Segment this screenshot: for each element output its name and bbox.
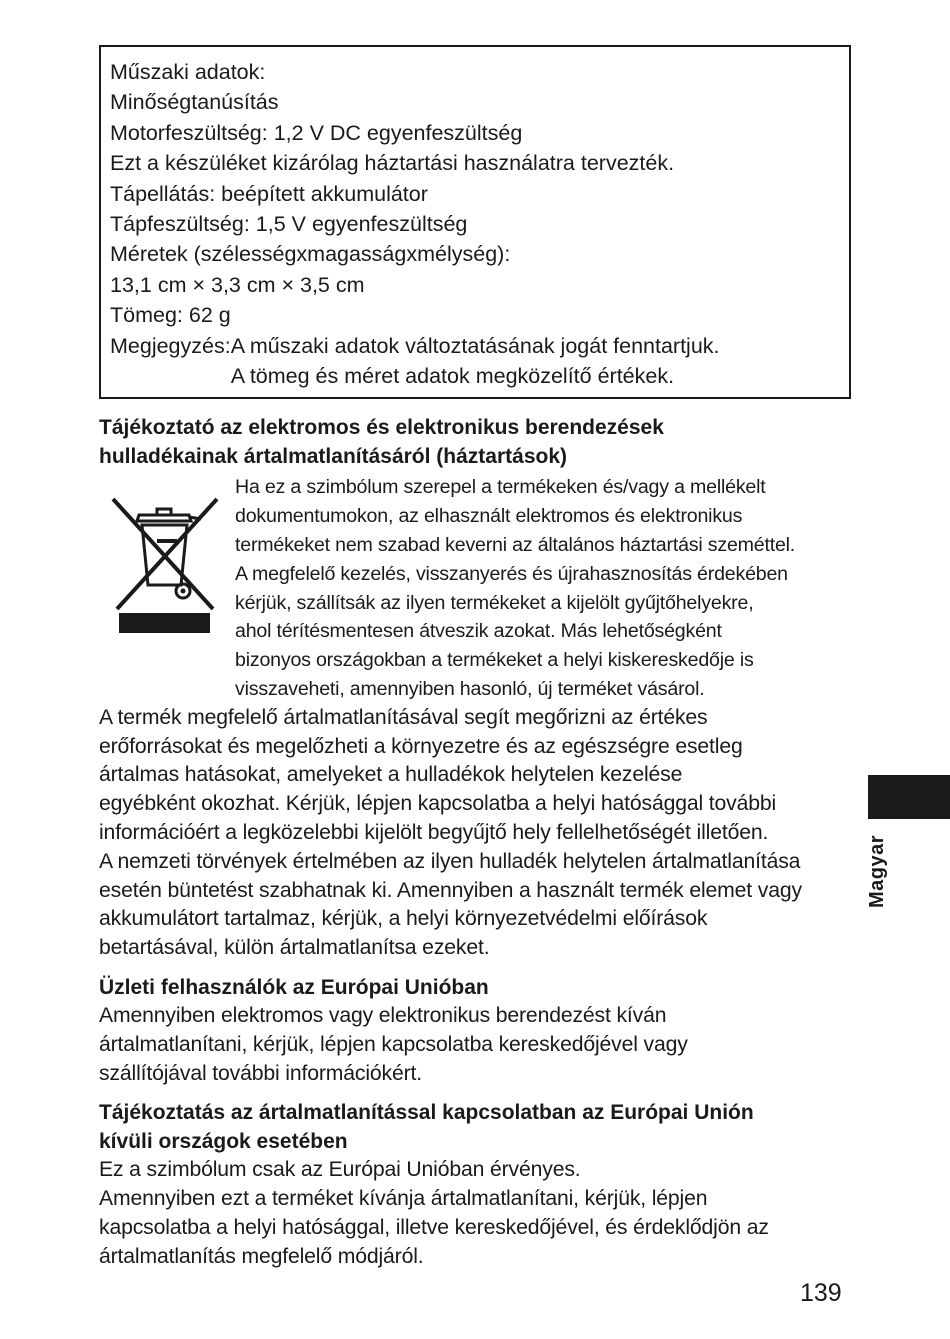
note-label: Megjegyzés: (110, 333, 231, 358)
spec-line: Ezt a készüléket kizárólag háztartási használatra tervezték. (110, 151, 675, 176)
text-line: Ez a szimbólum csak az Európai Unióban érvényes. (99, 1158, 581, 1182)
weee-block (99, 473, 851, 703)
note-line: A tömeg és méret adatok megközelítő értékek. (230, 364, 675, 389)
text-line: betartásával, külön ártalmatlanítsa ezeket. (99, 936, 490, 960)
section-body-weee (99, 704, 851, 963)
spec-line: Tápellátás: beépített akkumulátor (110, 181, 428, 206)
text-line: ártalmatlanítás megfelelő módjáról. (99, 1244, 424, 1268)
heading-line: kívüli országok esetében (99, 1130, 348, 1154)
weee-symbol-description (235, 473, 795, 703)
text-line: A megfelelő kezelés, visszanyerés és újrahasznosítás érdekében (235, 562, 788, 585)
text-line: ártalmas hatásokat, amelyeket a hulladékok helytelen kezelése (99, 763, 683, 787)
document-page (99, 45, 851, 1272)
text-line: dokumentumokon, az elhasznált elektromos és elektronikus (235, 505, 743, 528)
spec-line: Minőségtanúsítás (110, 90, 279, 115)
section-body-business-users (99, 1002, 851, 1088)
note-line: A műszaki adatok változtatásának jogát fenntartjuk. (230, 333, 720, 358)
text-line: erőforrásokat és megelőzheti a környezetre és az egészségre esetleg (99, 734, 743, 758)
specifications-box (99, 45, 851, 399)
spec-line: Méretek (szélességxmagasságxmélység): (110, 242, 511, 267)
text-line: ahol térítésmentesen átveszik azokat. Más lehetőségként (235, 620, 722, 643)
text-line: információért a legközelebbi kijelölt begyűjtő hely fellelhetőségét illetően. (99, 821, 769, 845)
section-heading-weee (99, 413, 851, 471)
spec-line: 13,1 cm × 3,3 cm × 3,5 cm (110, 272, 365, 297)
page-number: 139 (800, 1279, 842, 1307)
text-line: szállítójával további információkért. (99, 1061, 423, 1085)
heading-line: hulladékainak ártalmatlanításáról (háztartások) (99, 445, 567, 469)
text-line: bizonyos országokban a termékeket a helyi kiskereskedője is (235, 649, 754, 672)
spec-line: Motorfeszültség: 1,2 V DC egyenfeszültség (110, 120, 523, 145)
spec-line: Tömeg: 62 g (110, 303, 231, 328)
text-line: akkumulátort tartalmaz, kérjük, a helyi környezetvédelmi előírások (99, 907, 708, 931)
spec-line: Műszaki adatok: (110, 60, 266, 84)
language-tab-marker (868, 775, 950, 819)
crossed-out-wheelie-bin-icon (99, 473, 235, 663)
section-heading-business-users: Üzleti felhasználók az Európai Unióban (99, 976, 489, 1000)
heading-line: Tájékoztatás az ártalmatlanítással kapcsolatban az Európai Unión (99, 1101, 754, 1125)
text-line: Amennyiben elektromos vagy elektronikus berendezést kíván (99, 1004, 667, 1028)
section-body-non-eu (99, 1156, 851, 1271)
text-line: A termék megfelelő ártalmatlanításával segít megőrizni az értékes (99, 705, 708, 729)
text-line: kérjük, szállítsák az ilyen termékeket a kijelölt gyűjtőhelyekre, (235, 591, 754, 614)
text-line: ártalmatlanítani, kérjük, lépjen kapcsolatba kereskedőjével vagy (99, 1032, 688, 1056)
text-line: kapcsolatba a helyi hatósággal, illetve kereskedőjével, és érdeklődjön az (99, 1216, 769, 1239)
text-line: visszaveheti, amennyiben hasonló, új terméket vásárol. (235, 678, 705, 701)
text-line: egyébként okozhat. Kérjük, lépjen kapcsolatba a helyi hatósággal további (99, 792, 777, 816)
text-line: Ha ez a szimbólum szerepel a termékeken és/vagy a mellékelt (235, 476, 766, 499)
spec-line: Tápfeszültség: 1,5 V egyenfeszültség (110, 212, 468, 237)
text-line: Amennyiben ezt a terméket kívánja ártalmatlanítani, kérjük, lépjen (99, 1187, 708, 1211)
text-line: A nemzeti törvények értelmében az ilyen hulladék helytelen ártalmatlanítása (99, 849, 801, 873)
section-heading-non-eu (99, 1098, 851, 1156)
text-line: termékeket nem szabad keverni az általános háztartási szeméttel. (235, 534, 796, 557)
spec-note (110, 331, 841, 392)
language-tab-label: Magyar (866, 834, 888, 908)
text-line: esetén büntetést szabhatnak ki. Amennyiben a használt termék elemet vagy (99, 878, 802, 902)
note-text (231, 331, 720, 392)
heading-line: Tájékoztató az elektromos és elektronikus berendezések (99, 416, 664, 440)
